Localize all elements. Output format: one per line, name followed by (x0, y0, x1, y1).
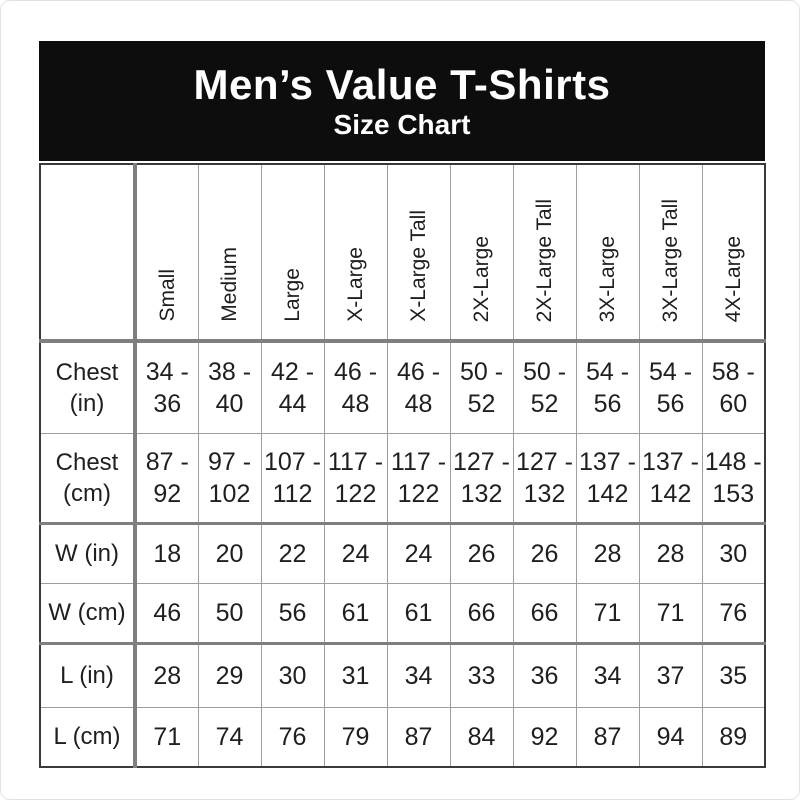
measurement-cell: 50 (198, 584, 261, 644)
size-column-header (513, 164, 576, 341)
measurement-cell: 79 (324, 708, 387, 768)
size-column-label: 2X-Large (470, 235, 493, 322)
measurement-cell: 46 - 48 (387, 341, 450, 434)
measurement-cell: 26 (450, 524, 513, 584)
measurement-cell: 94 (639, 708, 702, 768)
size-column-label: X-Large (344, 247, 367, 322)
measurement-row (40, 341, 765, 434)
size-chart (39, 41, 765, 768)
measurement-cell: 18 (135, 524, 198, 584)
measurement-cell: 148 - 153 (702, 434, 765, 524)
size-column-label: Medium (218, 247, 241, 322)
size-column-label: 3X-Large Tall (659, 198, 682, 322)
measurement-cell: 34 (576, 644, 639, 708)
measurement-cell: 30 (702, 524, 765, 584)
row-label: W (in) (40, 524, 135, 584)
measurement-row (40, 524, 765, 584)
title-banner (39, 41, 765, 161)
measurement-cell: 54 - 56 (639, 341, 702, 434)
size-column-header (261, 164, 324, 341)
size-column-header (324, 164, 387, 341)
measurement-cell: 87 - 92 (135, 434, 198, 524)
measurement-cell: 56 (261, 584, 324, 644)
page-title: Men’s Value T-Shirts (193, 60, 611, 108)
size-column-header (135, 164, 198, 341)
size-column-header (450, 164, 513, 341)
measurement-cell: 36 (513, 644, 576, 708)
measurement-cell: 28 (576, 524, 639, 584)
measurement-cell: 54 - 56 (576, 341, 639, 434)
measurement-cell: 71 (135, 708, 198, 768)
size-header-row (40, 164, 765, 341)
measurement-cell: 61 (324, 584, 387, 644)
measurement-cell: 127 - 132 (450, 434, 513, 524)
measurement-cell: 34 (387, 644, 450, 708)
measurement-row (40, 584, 765, 644)
measurement-cell: 89 (702, 708, 765, 768)
measurement-cell: 28 (639, 524, 702, 584)
measurement-cell: 66 (513, 584, 576, 644)
measurement-cell: 20 (198, 524, 261, 584)
size-column-label: 3X-Large (596, 235, 619, 322)
measurement-cell: 38 - 40 (198, 341, 261, 434)
measurement-cell: 71 (639, 584, 702, 644)
measurement-cell: 46 (135, 584, 198, 644)
size-column-label: 4X-Large (721, 235, 745, 322)
measurement-cell: 33 (450, 644, 513, 708)
size-column-label: X-Large Tall (407, 210, 430, 322)
row-label: W (cm) (40, 584, 135, 644)
row-label: L (in) (40, 644, 135, 708)
measurement-cell: 76 (261, 708, 324, 768)
measurement-row (40, 434, 765, 524)
measurement-cell: 24 (324, 524, 387, 584)
size-table-body (40, 341, 765, 767)
measurement-cell: 117 - 122 (324, 434, 387, 524)
measurement-cell: 42 - 44 (261, 341, 324, 434)
measurement-cell: 37 (639, 644, 702, 708)
measurement-cell: 22 (261, 524, 324, 584)
measurement-row (40, 644, 765, 708)
measurement-cell: 97 - 102 (198, 434, 261, 524)
measurement-cell: 26 (513, 524, 576, 584)
measurement-cell: 76 (702, 584, 765, 644)
row-label: L (cm) (40, 708, 135, 768)
measurement-cell: 84 (450, 708, 513, 768)
measurement-cell: 66 (450, 584, 513, 644)
measurement-cell: 61 (387, 584, 450, 644)
size-column-label: Small (155, 269, 179, 322)
measurement-cell: 137 - 142 (576, 434, 639, 524)
size-table (39, 163, 766, 768)
size-column-label: Large (281, 268, 304, 322)
measurement-cell: 92 (513, 708, 576, 768)
measurement-row (40, 708, 765, 768)
measurement-cell: 50 - 52 (513, 341, 576, 434)
size-column-header (576, 164, 639, 341)
size-column-label: 2X-Large Tall (533, 198, 556, 322)
size-column-header (702, 164, 765, 341)
measurement-cell: 29 (198, 644, 261, 708)
measurement-cell: 34 - 36 (135, 341, 198, 434)
measurement-cell: 71 (576, 584, 639, 644)
measurement-cell: 50 - 52 (450, 341, 513, 434)
measurement-cell: 74 (198, 708, 261, 768)
row-label: Chest (cm) (40, 434, 135, 524)
measurement-cell: 58 - 60 (702, 341, 765, 434)
row-label: Chest (in) (40, 341, 135, 434)
measurement-cell: 87 (387, 708, 450, 768)
measurement-cell: 35 (702, 644, 765, 708)
measurement-cell: 30 (261, 644, 324, 708)
measurement-cell: 87 (576, 708, 639, 768)
measurement-cell: 28 (135, 644, 198, 708)
measurement-cell: 127 - 132 (513, 434, 576, 524)
corner-cell (40, 164, 135, 341)
measurement-cell: 46 - 48 (324, 341, 387, 434)
measurement-cell: 24 (387, 524, 450, 584)
size-column-header (198, 164, 261, 341)
size-column-header (639, 164, 702, 341)
measurement-cell: 107 - 112 (261, 434, 324, 524)
measurement-cell: 31 (324, 644, 387, 708)
measurement-cell: 117 - 122 (387, 434, 450, 524)
measurement-cell: 137 - 142 (639, 434, 702, 524)
page-subtitle: Size Chart (333, 108, 471, 140)
size-column-header (387, 164, 450, 341)
